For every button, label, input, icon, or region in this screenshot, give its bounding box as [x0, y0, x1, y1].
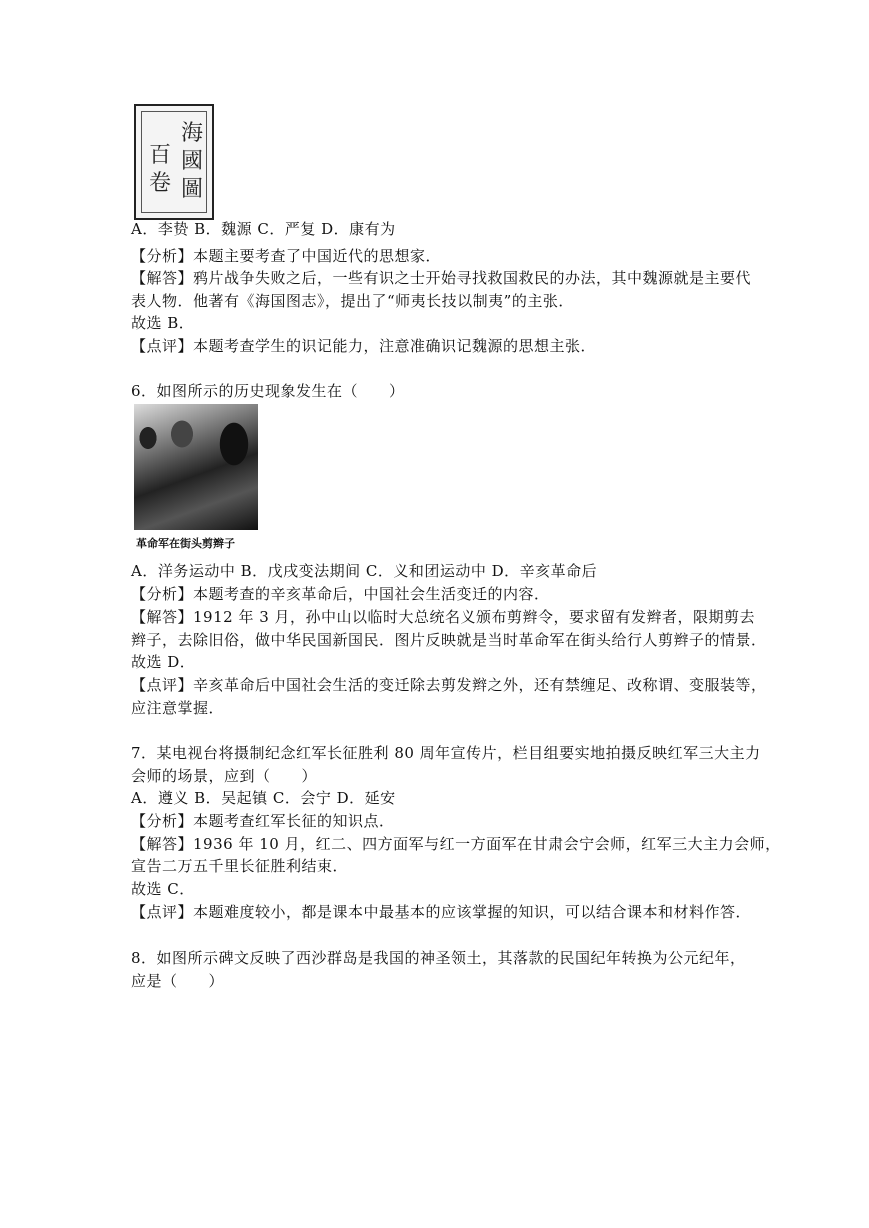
q7-answer-line-1: 【解答】1936 年 10 月，红二、四方面军与红一方面军在甘肃会宁会师，红军三大主力会师，: [131, 835, 781, 853]
q7-analysis: 【分析】本题考查红军长征的知识点．: [131, 812, 395, 830]
q7-answer-line-2: 宣告二万五千里长征胜利结束．: [131, 857, 349, 875]
q6-options: A．洋务运动中 B．戊戌变法期间 C．义和团运动中 D．辛亥革命后: [131, 562, 598, 580]
book-title-calligraphy: 海 國 圖: [180, 121, 203, 202]
q6-stem: 6．如图所示的历史现象发生在（ ）: [131, 382, 405, 400]
q7-options: A．遵义 B．吴起镇 C．会宁 D．延安: [131, 789, 396, 807]
q5-comment: 【点评】本题考查学生的识记能力，注意准确识记魏源的思想主张．: [131, 337, 597, 355]
q6-comment-line-2: 应注意掌握．: [131, 699, 225, 717]
q8-stem-line-2: 应是（ ）: [131, 972, 225, 990]
photo-image: [134, 404, 258, 530]
q7-stem-line-2: 会师的场景，应到（ ）: [131, 767, 318, 785]
q5-choice: 故选 B．: [131, 314, 195, 332]
book-cover-frame: [141, 111, 207, 213]
q6-analysis: 【分析】本题考查的辛亥革命后，中国社会生活变迁的内容．: [131, 585, 550, 603]
book-subtitle-calligraphy: 百 卷: [148, 143, 171, 196]
book-cover-image: [134, 104, 214, 220]
q5-options: A．李贽 B．魏源 C．严复 D．康有为: [131, 220, 396, 238]
q5-analysis: 【分析】本题主要考查了中国近代的思想家．: [131, 247, 442, 265]
q6-answer-line-2: 辫子，去除旧俗，做中华民国新国民．图片反映就是当时革命军在街头给行人剪辫子的情景．: [131, 631, 767, 649]
photo-caption: 革命军在街头剪辫子: [136, 537, 235, 550]
historical-photo: [134, 404, 258, 553]
q6-choice: 故选 D．: [131, 653, 196, 671]
q7-choice: 故选 C．: [131, 880, 195, 898]
q6-comment-line-1: 【点评】辛亥革命后中国社会生活的变迁除去剪发辫之外，还有禁缠足、改称谓、变服装等，: [131, 676, 767, 694]
q7-comment: 【点评】本题难度较小，都是课本中最基本的应该掌握的知识，可以结合课本和材料作答．: [131, 903, 752, 921]
q6-answer-line-1: 【解答】1912 年 3 月，孙中山以临时大总统名义颁布剪辫令，要求留有发辫者，限期剪去: [131, 608, 756, 626]
q5-answer-line-1: 【解答】鸦片战争失败之后，一些有识之士开始寻找救国救民的办法，其中魏源就是主要代: [131, 269, 752, 287]
q5-answer-line-2: 表人物．他著有《海国图志》，提出了“师夷长技以制夷”的主张．: [131, 292, 574, 310]
q8-stem-line-1: 8．如图所示碑文反映了西沙群岛是我国的神圣领土，其落款的民国纪年转换为公元纪年，: [131, 949, 746, 967]
q7-stem-line-1: 7．某电视台将摄制纪念红军长征胜利 80 周年宣传片，栏目组要实地拍摄反映红军三大主力: [131, 744, 761, 762]
